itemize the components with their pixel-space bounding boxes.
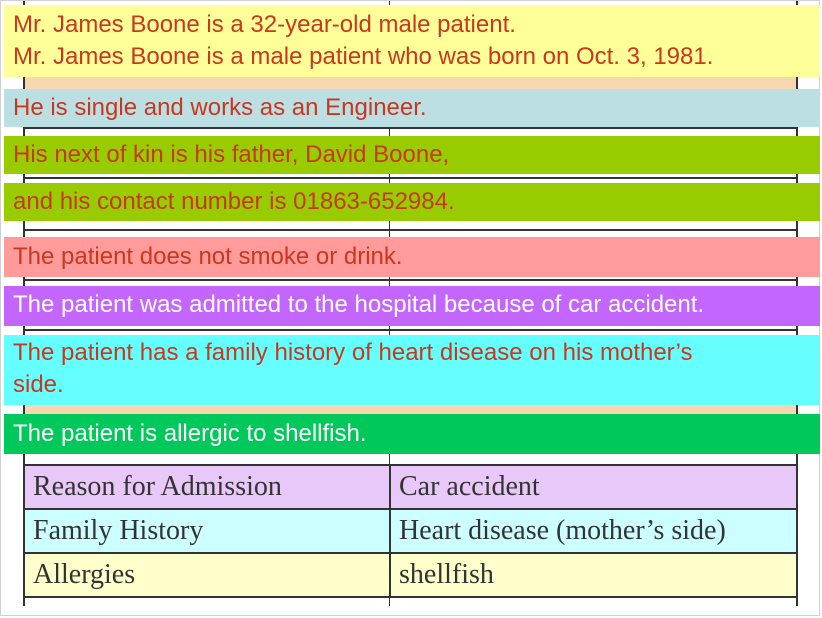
background-cell xyxy=(25,77,796,89)
row-value: Heart disease (mother’s side) xyxy=(390,509,797,553)
background-cell xyxy=(25,405,796,414)
row-label: Family History xyxy=(24,509,390,553)
sentence-age-line1: Mr. James Boone is a 32-year-old male patient. xyxy=(13,11,516,38)
row-value: Car accident xyxy=(390,465,797,509)
sentence-marital-text: He is single and works as an Engineer. xyxy=(13,94,427,121)
sentence-contact xyxy=(4,183,820,221)
background-row-line xyxy=(23,127,798,129)
row-value: shellfish xyxy=(390,553,797,597)
patient-info-table xyxy=(23,464,798,598)
background-row-line xyxy=(23,329,798,331)
sentence-age xyxy=(4,5,820,77)
table-row xyxy=(24,553,797,597)
sentence-family-history xyxy=(4,335,820,405)
row-label: Allergies xyxy=(24,553,390,597)
sentence-marital xyxy=(4,89,820,127)
table-row xyxy=(24,465,797,509)
background-row-line xyxy=(23,229,798,231)
background-row-line xyxy=(23,279,798,281)
sentence-family-line1: The patient has a family history of heart disease on his mother’s xyxy=(13,339,693,366)
sentence-admission-text: The patient was admitted to the hospital because of car accident. xyxy=(13,291,705,318)
sentence-age-line2: Mr. James Boone is a male patient who was born on Oct. 3, 1981. xyxy=(13,43,714,70)
background-row-line xyxy=(23,177,798,179)
sentence-kin-text: His next of kin is his father, David Boone, xyxy=(13,141,450,168)
table-row xyxy=(24,509,797,553)
sentence-contact-text: and his contact number is 01863-652984. xyxy=(13,188,455,215)
sentence-admission xyxy=(4,286,820,326)
sentence-smoking-text: The patient does not smoke or drink. xyxy=(13,243,403,270)
row-label: Reason for Admission xyxy=(24,465,390,509)
sentence-allergy-text: The patient is allergic to shellfish. xyxy=(13,420,367,447)
sentence-kin xyxy=(4,136,820,174)
sentence-smoking xyxy=(4,237,820,277)
sentence-family-line2: side. xyxy=(13,371,64,398)
sentence-allergy xyxy=(4,414,820,454)
